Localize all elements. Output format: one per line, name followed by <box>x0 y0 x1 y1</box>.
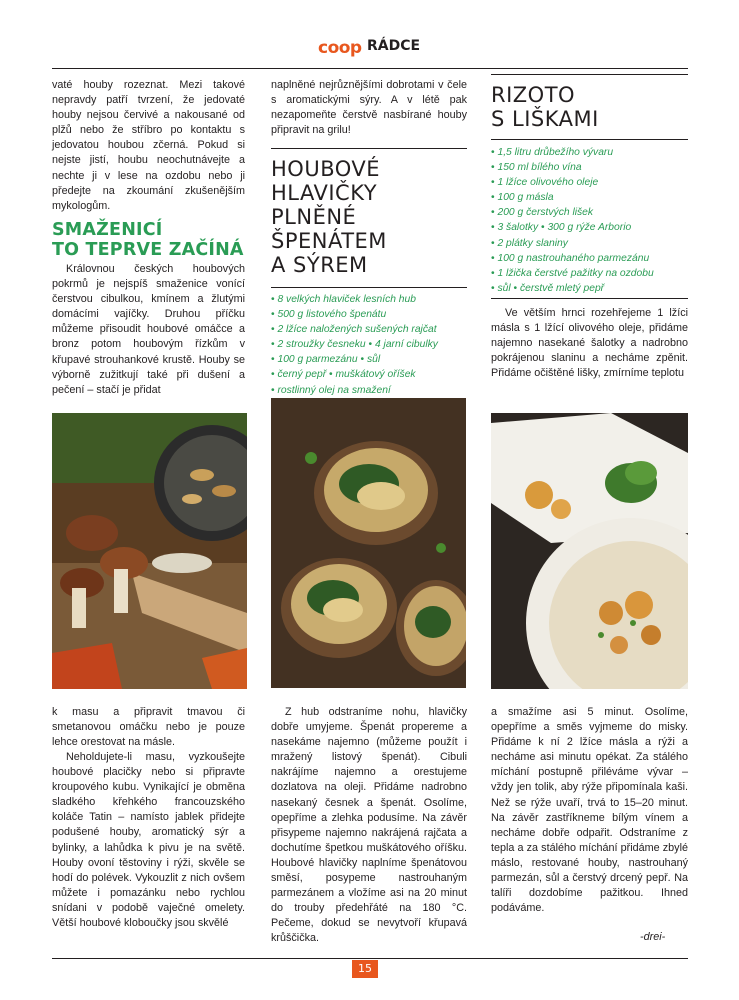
col1-top-text: vaté houby rozeznat. Mezi takové nepravdy patří tvrzení, že jedovaté houby nejsou červivé a nakousané od plžů nebo že stříbro po kontaktu s jedovatou houbou zčerná. Pokud si nejste jistí, houbu neochutnávejte a nechte ji v lese na ozdobu nebo ji předejte na zkoumání zkušenějším mykologům. <box>52 79 245 212</box>
ingredient-item: • 1,5 litru drůbežího vývaru <box>491 147 614 158</box>
ingredient-item: • 150 ml bílého vína <box>491 162 582 174</box>
page-header <box>0 34 739 60</box>
title-line: S LIŠKAMI <box>491 107 599 131</box>
author-signature: -drei- <box>640 931 666 943</box>
page-number: 15 <box>352 960 378 978</box>
risotto-photo <box>491 413 688 689</box>
col1-bottom-2 <box>52 750 245 931</box>
ingredient-item: • černý pepř • muškátový oříšek <box>271 369 416 381</box>
col2-top-text: naplněné nejrůznějšími dobrotami v čele s aromatickými sýry. A v létě pak nezapomeňte čerstvě nasbírané houby připravit na grilu! <box>271 79 467 137</box>
ingredients-list-risotto <box>491 145 691 296</box>
col1-heading-line-1: SMAŽENICÍ <box>52 220 163 240</box>
ingredient-item: • 100 g másla <box>491 192 554 204</box>
col2-body <box>271 705 467 947</box>
col3-body-rule <box>491 298 688 299</box>
mushroom-forest-photo <box>52 413 247 689</box>
ingredient-item: • 2 lžíce naložených sušených rajčat <box>271 324 437 336</box>
ingredient-item: • 2 plátky slaniny <box>491 237 568 249</box>
ingredient-item: • 100 g parmezánu • sůl <box>271 354 381 366</box>
stuffed-mushrooms-photo <box>271 398 466 688</box>
title-line: A SÝREM <box>271 253 368 277</box>
col1-heading <box>52 220 252 260</box>
ingredient-item: • 1 lžička čerstvé pažitky na ozdobu <box>491 267 654 279</box>
col3-body-bottom: a smažíme asi 5 minut. Osolíme, opepříme a směs vyjmeme do misky. Přidáme k ní 2 lžíce másla a rýži a necháme asi minutu opékat. Za stálého míchání postupně přiléváme vývar – vždy jen tolik, aby rýže připomínala kaši. Než se rýže uvaří, trvá to 15–20 minut. Na závěr zastříkneme bílým vínem a necháme dobře odpařit. Odstraníme z tepla a za stálého míchání přidáme zbylé máslo, restované houby, nastrouhaný parmezán, sůl a čerstvý drcený pepř. Na talíři dozdobíme pažitkou. Ihned podáváme. <box>491 706 688 915</box>
col1-body <box>52 262 245 398</box>
ingredient-item: • 2 stroužky česneku • 4 jarní cibulky <box>271 339 438 351</box>
col2-body-text: Z hub odstraníme nohu, hlavičky dobře umyjeme. Špenát propereme a nasekáme najemno (můžeme použít i mražený listový špenát). Cibuli nakrájíme najemno a orestujeme dozlatova na oleji. Přidáme nadrobno nasekaný česnek a špenát. Osolíme, opepříme a zlehka podusíme. Na závěr přisypeme najemno nakrájená rajčata a dochutíme špetkou muškátového oříšku. Houbové hlavičky naplníme špenátovou směsí, posypeme nastrouhaným parmezánem a vložíme asi na 20 minut do trouby předehřáté na 180 °C. Pečeme, dokud se nevytvoří křupavá krůščička. <box>271 706 467 945</box>
ingredient-item: • 3 šalotky • 300 g rýže Arborio <box>491 222 632 234</box>
col2-title-rule <box>271 148 467 149</box>
ingredient-item: • 100 g nastrouhaného parmezánu <box>491 252 650 264</box>
title-line: PLNĚNÉ <box>271 205 357 229</box>
col2-ingredients-rule <box>271 287 467 288</box>
title-line: RIZOTO <box>491 83 576 107</box>
recipe-title-risotto <box>491 83 691 131</box>
col1-bottom-2-text: Neholdujete-li masu, vyzkoušejte houbové placičky nebo si připravte kroupového kubu. Vynikající je obměna sladkého křehkého francouzského koláče Tatin – namísto jablek přidejte podušené houby, aromatický sýr a bylinky, a lahůdka k pivu je na světě. Houby ovoní těstoviny i rýži, skvěle se hodí do polévek. Vykouzlit z nich ovšem můžete i pomazánku nebo rychlou snídani v podobě vaječné omelety. Větší houbové kloboučky jsou skvělé <box>52 751 245 930</box>
title-line: HLAVIČKY <box>271 181 378 205</box>
title-line: ŠPENÁTEM <box>271 229 387 253</box>
col1-heading-line-2: TO TEPRVE ZAČÍNÁ <box>52 240 244 260</box>
ingredient-item: • 8 velkých hlaviček lesních hub <box>271 294 416 305</box>
col3-body-top-text: Ve větším hrnci rozehřejeme 1 lžíci másla s 1 lžící olivového oleje, přidáme najemno nasekané šalotky a nadrobno pokrájenou slaninu a necháme zpěnit. Přidáme očištěné lišky, zmírníme teplotu <box>491 307 688 380</box>
col1-bottom-1: k masu a připravit tmavou či smetanovou omáčku nebo je pouze lehce orestovat na másle. <box>52 706 245 749</box>
coop-logo: coop <box>318 38 362 58</box>
ingredients-list-stuffed-mushrooms <box>271 292 471 398</box>
header-rule <box>52 68 688 69</box>
title-line: HOUBOVÉ <box>271 157 381 181</box>
col3-ingredients-rule <box>491 139 688 140</box>
section-title: RÁDCE <box>367 38 421 54</box>
ingredient-item: • 200 g čerstvých lišek <box>491 207 594 219</box>
col3-body-top <box>491 306 688 381</box>
ingredient-item: • 1 lžíce olivového oleje <box>491 177 599 189</box>
footer-rule <box>52 958 688 959</box>
ingredient-item: • 500 g listového špenátu <box>271 309 387 321</box>
ingredient-item: • sůl • čerstvě mletý pepř <box>491 282 605 294</box>
recipe-title-stuffed-mushrooms <box>271 157 471 277</box>
col1-body-text: Královnou českých houbových pokrmů je nejspíš smaženice vonící čerstvou cibulkou, kmínem a žlutými domácími vajíčky. Druhou příčku můžeme přisoudit houbové omáčce a bronz potom houbovým řízkům v křupavé strouhankové krustě. Houby se výborně zužitkují také při dušení a pečení – stačí je přidat <box>52 263 245 396</box>
ingredient-item: • rostlinný olej na smažení <box>271 384 391 396</box>
col3-title-rule <box>491 74 688 75</box>
